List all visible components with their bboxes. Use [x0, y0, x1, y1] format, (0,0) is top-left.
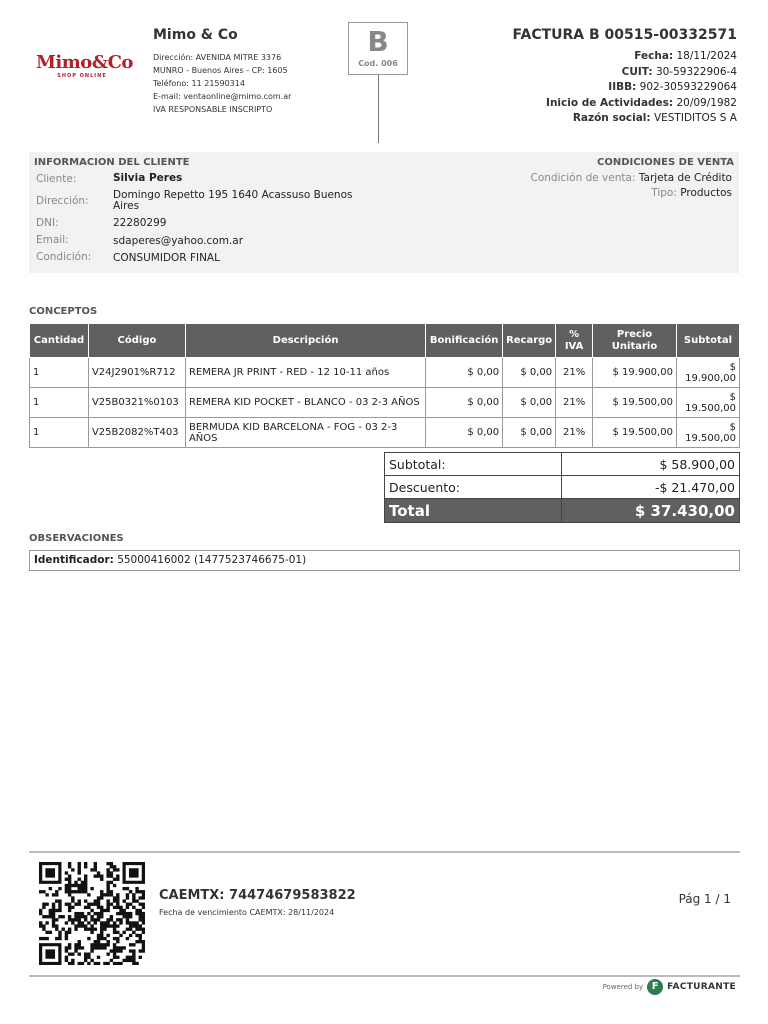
observations-title: OBSERVACIONES	[29, 533, 124, 544]
subtotal-amount: $ 58.900,00	[562, 453, 740, 476]
identifier-value: 55000416002 (1477523746675-01)	[117, 554, 307, 566]
sale-type-label: Tipo:	[651, 187, 677, 199]
table-row	[30, 358, 740, 388]
items-header-row	[30, 324, 740, 358]
header-divider	[378, 75, 379, 143]
total-label: Total	[385, 499, 562, 523]
sale-condition: Tarjeta de Crédito	[638, 172, 732, 184]
cae-expiry: Fecha de vencimiento CAEMTX: 28/11/2024	[159, 908, 335, 917]
subtotal-row	[385, 453, 740, 476]
client-name: Silvia Peres	[113, 172, 183, 184]
subtotal-label: Subtotal:	[385, 453, 562, 476]
company-phone: Teléfono: 11 21590314	[153, 79, 245, 88]
company-name: Mimo & Co	[153, 27, 238, 43]
invoice-letter: B	[367, 25, 389, 58]
row-cantidad: 1	[30, 358, 89, 388]
client-email: sdaperes@yahoo.com.ar	[113, 235, 244, 247]
qr-code-icon	[39, 862, 145, 965]
row-cantidad: 1	[30, 418, 89, 448]
logo-text: Mimo&Co	[36, 52, 133, 73]
row-precio: $ 19.500,00	[593, 388, 677, 418]
company-info	[153, 27, 291, 116]
client-condition-label: Condición:	[36, 251, 92, 263]
client-dni-label: DNI:	[36, 217, 59, 229]
cae-number: CAEMTX: 74474679583822	[159, 888, 356, 903]
header-codigo: Código	[88, 324, 185, 358]
row-iva: 21%	[556, 388, 593, 418]
client-dni: 22280299	[113, 217, 167, 229]
total-row	[385, 499, 740, 523]
company-iva: IVA RESPONSABLE INSCRIPTO	[153, 105, 273, 114]
invoice-letter-box	[348, 22, 408, 75]
client-email-label: Email:	[36, 234, 69, 246]
row-descripcion: REMERA KID POCKET - BLANCO - 03 2-3 AÑOS	[185, 388, 425, 418]
invoice-info	[513, 27, 737, 127]
client-address: Domingo Repetto 195 1640 Acassuso Buenos Aires	[113, 189, 353, 212]
total-amount: $ 37.430,00	[562, 499, 740, 523]
sale-type-row	[651, 187, 732, 199]
company-city: MUNRO - Buenos Aires - CP: 1605	[153, 66, 288, 75]
discount-amount: -$ 21.470,00	[562, 476, 740, 499]
sale-condition-label: Condición de venta:	[530, 172, 636, 184]
company-email: E-mail: ventaonline@mimo.com.ar	[153, 92, 292, 101]
invoice-letter-code: Cod. 006	[358, 59, 398, 68]
row-recargo: $ 0,00	[503, 358, 556, 388]
header-bonificacion: Bonificación	[426, 324, 503, 358]
conditions-section-title: CONDICIONES DE VENTA	[596, 157, 734, 168]
footer-divider-top	[29, 851, 740, 853]
client-address-label: Dirección:	[36, 195, 89, 207]
header-precio: Precio Unitario	[593, 324, 677, 358]
row-codigo: V25B0321%0103	[88, 388, 185, 418]
row-codigo: V25B2082%T403	[88, 418, 185, 448]
row-cantidad: 1	[30, 388, 89, 418]
company-logo	[36, 52, 133, 79]
discount-row	[385, 476, 740, 499]
row-codigo: V24J2901%R712	[88, 358, 185, 388]
invoice-iibb: IIBB: 902-30593229064	[608, 81, 737, 93]
powered-by-label: Powered by	[602, 983, 644, 991]
header-cantidad: Cantidad	[30, 324, 89, 358]
client-section	[29, 152, 739, 273]
row-iva: 21%	[556, 358, 593, 388]
row-bonificacion: $ 0,00	[426, 418, 503, 448]
row-subtotal: $ 19.500,00	[676, 388, 739, 418]
client-section-title: INFORMACION DEL CLIENTE	[34, 157, 190, 168]
row-bonificacion: $ 0,00	[426, 388, 503, 418]
header-descripcion: Descripción	[185, 324, 425, 358]
powered-by	[603, 979, 736, 995]
invoice-razon: Razón social: VESTIDITOS S A	[572, 112, 737, 124]
totals-table	[384, 452, 740, 523]
observations-box	[29, 550, 740, 571]
row-precio: $ 19.500,00	[593, 418, 677, 448]
row-subtotal: $ 19.900,00	[676, 358, 739, 388]
header-iva: % IVA	[556, 324, 593, 358]
logo-subtext: SHOP ONLINE	[57, 73, 107, 79]
invoice-cuit: CUIT: 30-59322906-4	[621, 65, 737, 78]
row-precio: $ 19.900,00	[593, 358, 677, 388]
client-condition: CONSUMIDOR FINAL	[113, 252, 220, 264]
row-iva: 21%	[556, 418, 593, 448]
row-recargo: $ 0,00	[503, 418, 556, 448]
client-name-label: Cliente:	[36, 173, 77, 185]
facturante-brand: FACTURANTE	[667, 982, 736, 992]
table-row	[30, 388, 740, 418]
invoice-title: FACTURA B 00515-00332571	[512, 27, 737, 43]
header-subtotal: Subtotal	[676, 324, 739, 358]
invoice-date: Fecha: 18/11/2024	[634, 50, 737, 62]
page-number: Pág 1 / 1	[678, 892, 731, 906]
header-recargo: Recargo	[503, 324, 556, 358]
items-table	[29, 323, 740, 448]
identifier-label: Identificador:	[34, 554, 114, 566]
facturante-logo-icon: F	[647, 979, 663, 995]
sale-condition-row	[531, 172, 733, 184]
concepts-title: CONCEPTOS	[29, 306, 98, 317]
company-address: Dirección: AVENIDA MITRE 3376	[153, 53, 282, 62]
row-descripcion: BERMUDA KID BARCELONA - FOG - 03 2-3 AÑOS	[185, 418, 425, 448]
footer-divider-bottom	[29, 975, 740, 977]
sale-type: Productos	[680, 187, 732, 199]
row-subtotal: $ 19.500,00	[676, 418, 739, 448]
row-bonificacion: $ 0,00	[426, 358, 503, 388]
table-row	[30, 418, 740, 448]
row-recargo: $ 0,00	[503, 388, 556, 418]
row-descripcion: REMERA JR PRINT - RED - 12 10-11 años	[185, 358, 425, 388]
invoice-inicio: Inicio de Actividades: 20/09/1982	[546, 96, 737, 109]
discount-label: Descuento:	[385, 476, 562, 499]
